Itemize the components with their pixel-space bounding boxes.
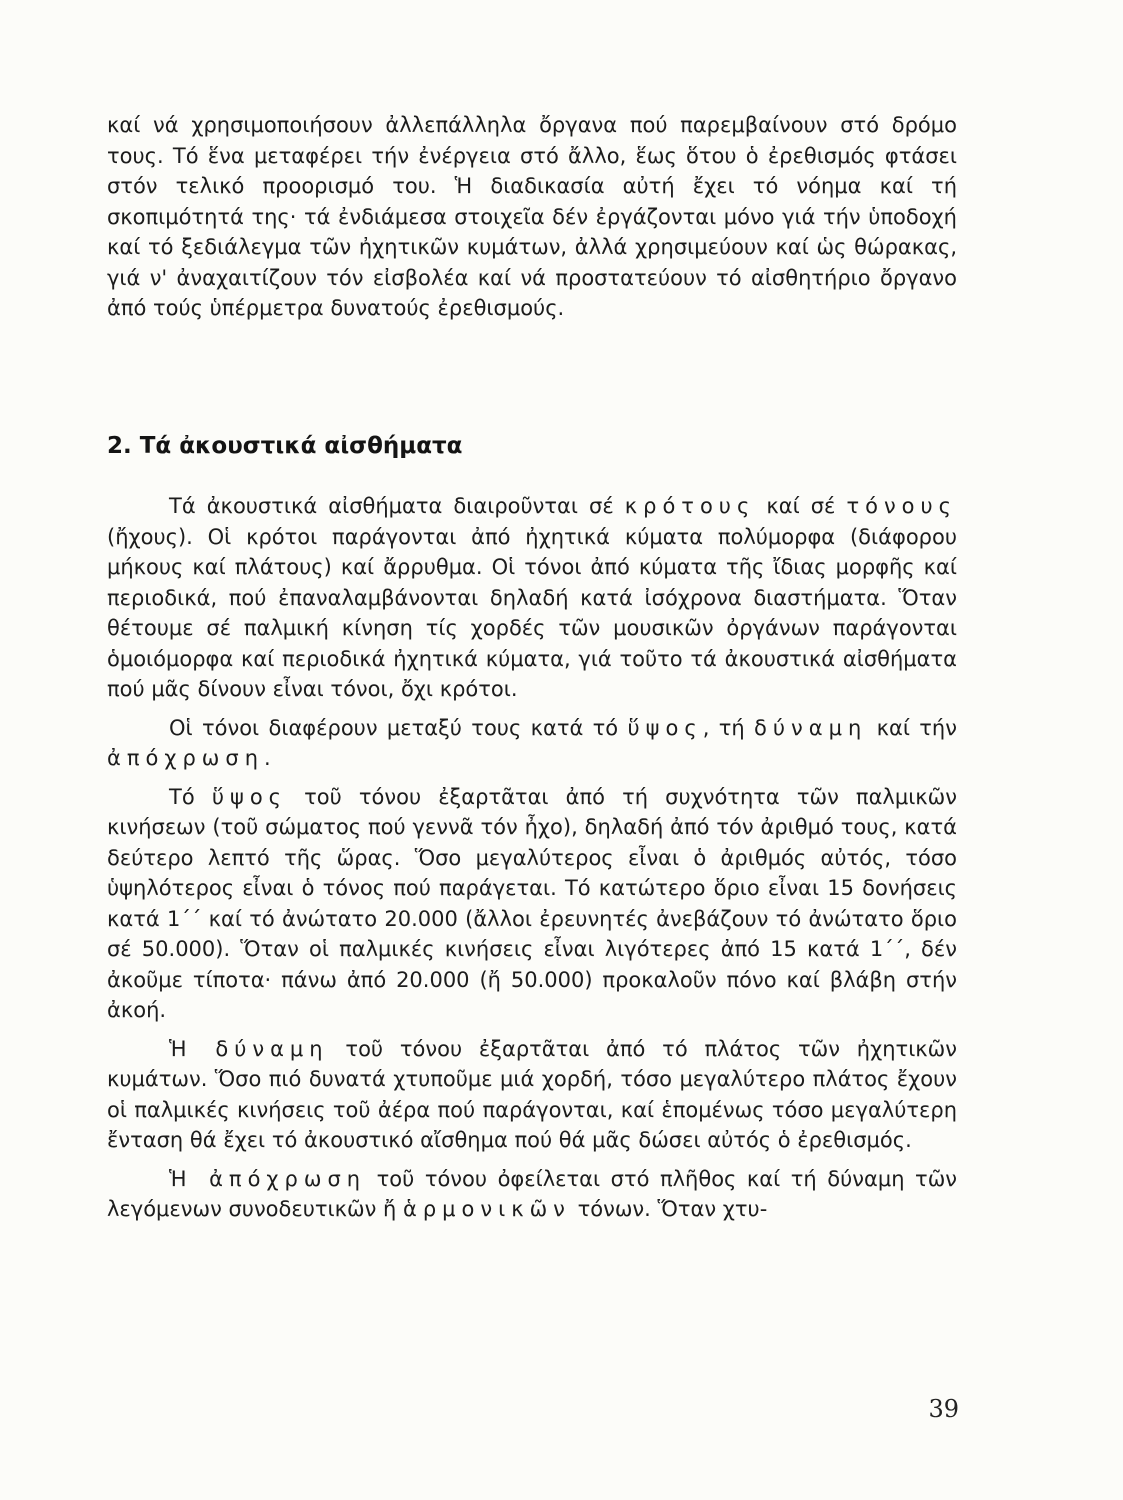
p1-text-c: (ἤχους). Οἱ κρότοι παράγονται ἀπό ἠχητικά κύματα πολύμορφα (διάφορου μήκους καί πλάτους) καί ἄρρυθμα. Οἱ τόνοι ἀπό κύματα τῆς ἴδιας μορφῆς καί περιοδικά, πού ἐπαναλαμβάνονται δηλαδή κατά ἰσόχρονα διαστήματα. Ὅταν θέτουμε σέ παλμική κίνηση τίς χορδές τῶν μουσικῶν ὀργάνων παράγονται ὁμοιόμορφα καί περιοδικά ἠχητικά κύματα, γιά τοῦτο τά ἀκουστικά αἰσθήματα πού μᾶς δίνουν εἶναι τόνοι, ὄχι κρότοι. <box>107 524 957 701</box>
p2-text-a: Οἱ τόνοι διαφέρουν μεταξύ τους κατά τό <box>169 715 619 740</box>
page-number: 39 <box>928 1395 959 1423</box>
p2-text-b: , τή <box>702 715 745 740</box>
p3-text-b: τοῦ τόνου ἐξαρτᾶται ἀπό τή συχνότητα τῶν παλμικῶν κινήσεων (τοῦ σώματος πού γεννᾶ τόν ἦχο), δηλαδή ἀπό τόν ἀριθμό τους, κατά δεύτερο λεπτό τῆς ὥρας. Ὅσο μεγαλύτερος εἶναι ὁ ἀριθμός αὐτός, τόσο ὑψηλότερος εἶναι ὁ τόνος πού παράγεται. Τό κατώτερο ὅριο εἶναι 15 δονήσεις κατά 1΄΄ καί τό ἀνώτατο 20.000 (ἄλλοι ἐρευνητές ἀνεβάζουν τό ἀνώτατο ὅριο σέ 50.000). Ὅταν οἱ παλμικές κινήσεις εἶναι λιγότερες ἀπό 15 κατά 1΄΄, δέν ἀκοῦμε τίποτα· πάνω ἀπό 20.000 (ἤ 50.000) προκαλοῦν πόνο καί βλάβη στήν ἀκοή. <box>107 784 958 1022</box>
term-timbre-2: Ἡ ἀπόχρωση <box>169 1166 367 1191</box>
p2-text-c: καί τήν <box>876 715 957 740</box>
section-heading: 2. Τά ἀκουστικά αἰσθήματα <box>107 433 463 459</box>
term-pitch: ὕψος <box>627 715 703 740</box>
term-intensity-2: Ἡ δύναμη <box>169 1036 329 1061</box>
paragraph-intensity <box>107 1034 957 1156</box>
term-tones: τόνους <box>846 494 957 518</box>
p4-text-b: τοῦ τόνου ἐξαρτᾶται ἀπό τό πλάτος τῶν ἠχητικῶν κυμάτων. Ὅσο πιό δυνατά χτυποῦμε μιά χορδή, τόσο μεγαλύτερο πλάτος ἔχουν οἱ παλμικές κινήσεις τοῦ ἀέρα πού παράγονται, καί ἑπομένως τόσο μεγαλύτερη ἔνταση θά ἔχει τό ἀκουστικό αἴσθημα πού θά μᾶς δώσει αὐτός ὁ ἐρεθισμός. <box>107 1036 957 1152</box>
p1-text-a: Τά ἀκουστικά αἰσθήματα διαιροῦνται σέ <box>169 494 614 518</box>
paragraph-tone-attributes <box>107 713 957 774</box>
paragraph-pitch <box>107 782 957 1026</box>
term-harmonics: ἁρμονικῶν <box>403 1197 571 1221</box>
section-body <box>107 491 957 1225</box>
term-timbre: ἀπόχρωση <box>107 746 264 770</box>
p1-text-b: καί σέ <box>766 494 836 518</box>
term-kroti: κρότους <box>624 494 756 518</box>
term-pitch-2: ὕψος <box>211 784 287 809</box>
term-intensity: δύναμη <box>754 715 868 740</box>
paragraph-timbre <box>107 1164 957 1225</box>
p5-text-b: τοῦ τόνου ὀφείλεται στό πλῆθος καί τή δύναμη τῶν λεγόμενων συνοδευτικῶν ἤ <box>107 1166 958 1221</box>
p5-text-c: τόνων. Ὅταν χτυ- <box>577 1197 768 1221</box>
intro-paragraph: καί νά χρησιμοποιήσουν ἀλλεπάλληλα ὄργανα πού παρεμβαίνουν στό δρόμο τους. Τό ἕνα μεταφέρει τήν ἐνέργεια στό ἄλλο, ἕως ὅτου ὁ ἐρεθισμός φτάσει στόν τελικό προορισμό του. Ἡ διαδικασία αὐτή ἔχει τό νόημα καί τή σκοπιμότητά της· τά ἐνδιάμεσα στοιχεῖα δέν ἐργάζονται μόνο γιά τήν ὑποδοχή καί τό ξεδιάλεγμα τῶν ἠχητικῶν κυμάτων, ἀλλά χρησιμεύουν καί ὡς θώρακας, γιά ν' ἀναχαιτίζουν τόν εἰσβολέα καί νά προστατεύουν τό αἰσθητήριο ὄργανο ἀπό τούς ὑπέρμετρα δυνατούς ἐρεθισμούς. <box>107 113 957 320</box>
paragraph-sound-types <box>107 491 957 705</box>
p2-text-d: . <box>264 746 271 770</box>
intro-text-block <box>107 110 957 324</box>
p3-text-a: Τό <box>169 784 195 809</box>
